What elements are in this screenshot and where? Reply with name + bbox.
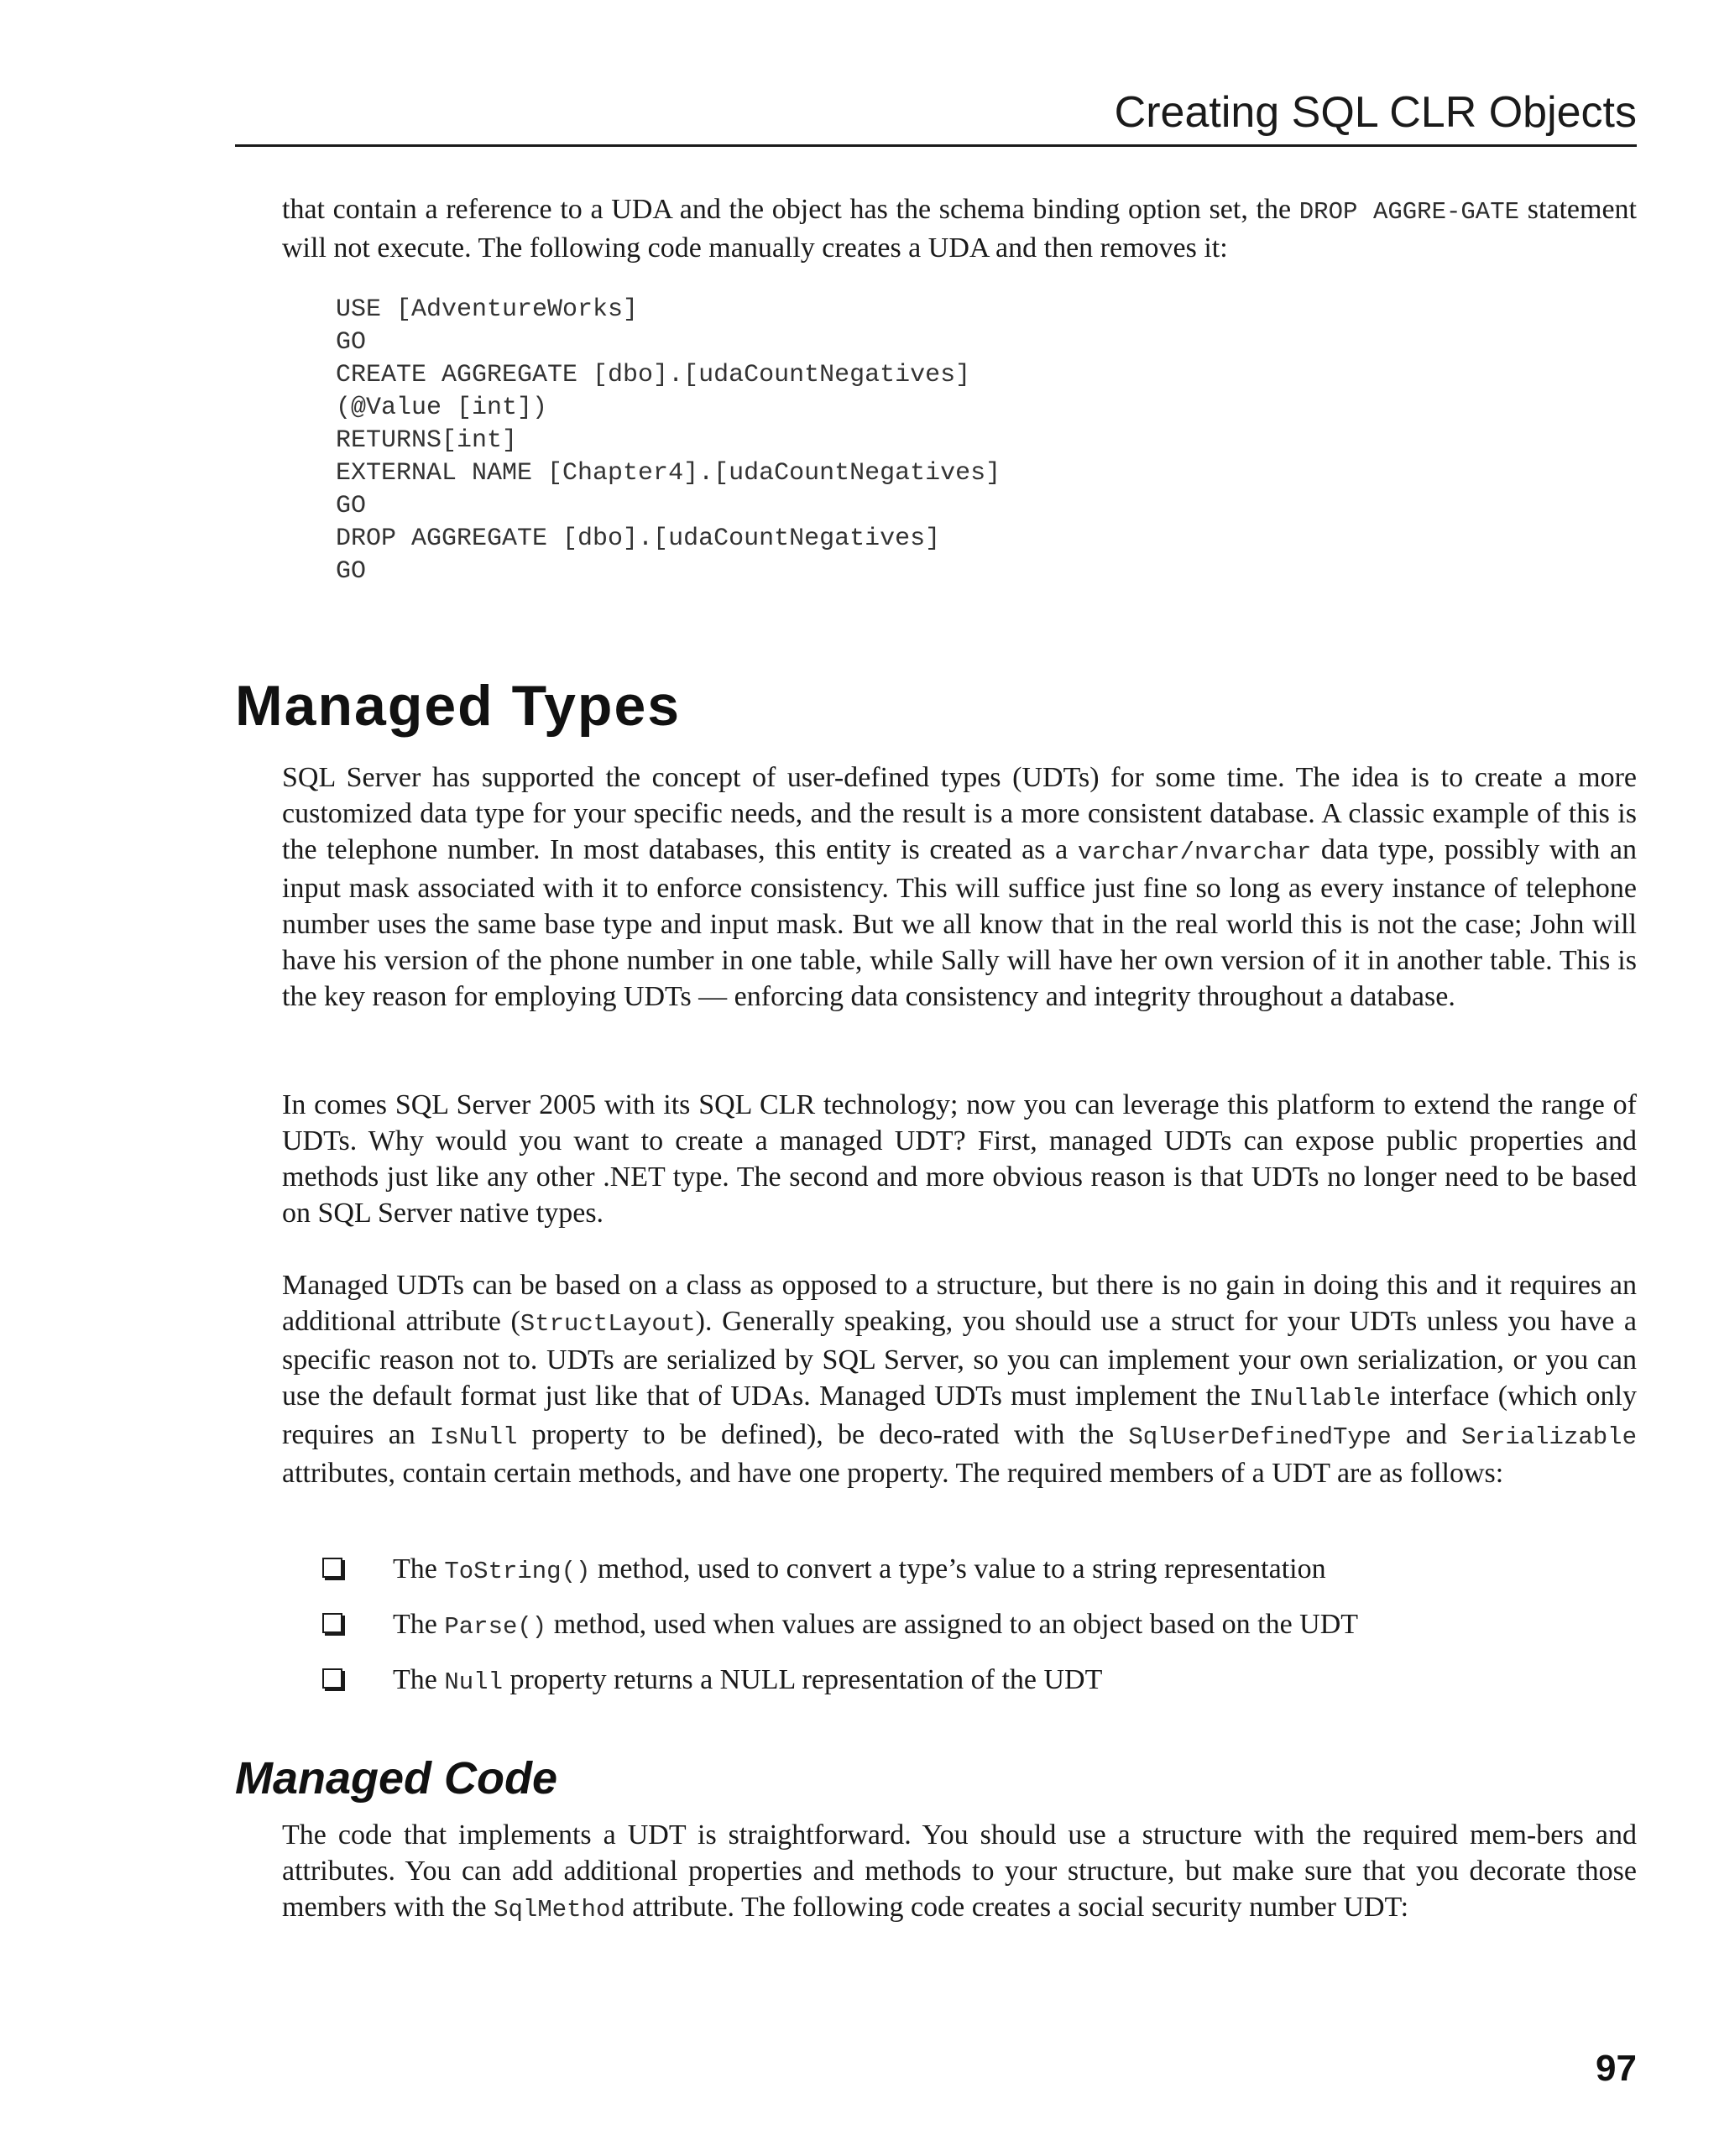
inline-code: SqlUserDefinedType [1128, 1423, 1392, 1451]
code-line: CREATE AGGREGATE [dbo].[udaCountNegatives] [336, 361, 971, 389]
inline-code: DROP AGGRE-GATE [1298, 198, 1520, 226]
code-line: (@Value [int]) [336, 394, 548, 422]
inline-code: INullable [1249, 1385, 1382, 1412]
text-run: that contain a reference to a UDA and the object has the schema binding option set, the [282, 194, 1299, 225]
text-run: attributes, contain certain methods, and have one property. The required members of a UDT are as follows: [282, 1458, 1504, 1489]
inline-code: ToString() [444, 1558, 591, 1585]
checkbox-bullet-icon [322, 1613, 342, 1633]
inline-code: IsNull [430, 1423, 518, 1451]
running-title: Creating SQL CLR Objects [1114, 88, 1637, 137]
text-run: attribute. The following code creates a social security number UDT: [624, 1892, 1409, 1923]
text-run: statement will not execute. The following code manually creates a UDA and then removes it: [282, 194, 1637, 264]
inline-code: Serializable [1461, 1423, 1637, 1451]
code-line: GO [336, 328, 367, 357]
paragraph-udt-requirements [282, 1267, 1637, 1491]
code-line: RETURNS[int] [336, 426, 518, 455]
text-run: The [393, 1609, 445, 1640]
paragraph-udt-concept [282, 760, 1637, 1015]
text-run: property to be defined), be deco-rated with the [517, 1419, 1129, 1450]
paragraph-sql-clr [282, 1087, 1637, 1231]
inline-code: StructLayout [520, 1310, 696, 1338]
running-header [235, 84, 1637, 147]
text-run: method, used to convert a type’s value to a string representation [590, 1553, 1326, 1584]
text-run: property returns a NULL representation of the UDT [502, 1664, 1103, 1695]
code-listing [336, 294, 1001, 588]
list-item [322, 1551, 1632, 1606]
checkbox-bullet-icon [322, 1558, 342, 1578]
text-run: The [393, 1553, 445, 1584]
inline-code: Parse() [444, 1613, 547, 1641]
code-line: USE [AdventureWorks] [336, 295, 639, 324]
page-number: 97 [1596, 2048, 1637, 2089]
section-heading-managed-code: Managed Code [235, 1753, 558, 1804]
text-run: SQL Server has supported the concept of user-defined types (UDTs) for some time. The idea is to create a more customized data type for your specific needs, and the result is a more consistent database. A classic example of this is the telephone number. In most databases, this entity is created as a [282, 762, 1637, 865]
text-run: ). Generally speaking, you should use a struct for your UDTs unless you have a specific reason not to. UDTs are serialized by SQL Server, so you can implement your own serialization, or you can use the default format just like that of UDAs. Managed UDTs must implement the [282, 1306, 1637, 1412]
list-item [322, 1662, 1632, 1717]
paragraph-managed-code [282, 1817, 1637, 1928]
text-run: and [1391, 1419, 1462, 1450]
text-run: The [393, 1664, 445, 1695]
list-item [322, 1606, 1632, 1662]
text-run: Managed UDTs can be based on a class as opposed to a structure, but there is no gain in doing this and it requires an additional attribute ( [282, 1270, 1637, 1337]
bullet-list [322, 1551, 1632, 1717]
code-line: EXTERNAL NAME [Chapter4].[udaCountNegatives] [336, 459, 1001, 488]
text-run: method, used when values are assigned to an object based on the UDT [546, 1609, 1359, 1640]
paragraph-text: In comes SQL Server 2005 with its SQL CLR technology; now you can leverage this platform to extend the range of UDTs. Why would you want to create a managed UDT? First, managed UDTs can expose public properties and methods just like any other .NET type. The second and more obvious reason is that UDTs no longer need to be based on SQL Server native types. [282, 1089, 1637, 1229]
intro-paragraph [282, 191, 1637, 266]
code-line: GO [336, 492, 367, 520]
text-run: interface (which only requires an [282, 1381, 1637, 1450]
section-heading-managed-types: Managed Types [235, 674, 682, 738]
checkbox-bullet-icon [322, 1668, 342, 1689]
code-line: DROP AGGREGATE [dbo].[udaCountNegatives] [336, 525, 941, 553]
inline-code: varchar/nvarchar [1077, 838, 1312, 866]
inline-code: SqlMethod [494, 1896, 625, 1924]
code-line: GO [336, 557, 367, 586]
text-run: The code that implements a UDT is straightforward. You should use a structure with the required mem-bers and attributes. You can add additional properties and methods to your structure, but make sure that you decorate those members with the [282, 1819, 1637, 1923]
text-run: data type, possibly with an input mask associated with it to enforce consistency. This will suffice just fine so long as every instance of telephone number uses the same base type and input mask. But we all know that in the real world this is not the case; John will have his version of the phone number in one table, while Sally will have her own version of it in another table. This is the key reason for employing UDTs — enforcing data consistency and integrity throughout a database. [282, 834, 1637, 1012]
inline-code: Null [444, 1668, 503, 1696]
